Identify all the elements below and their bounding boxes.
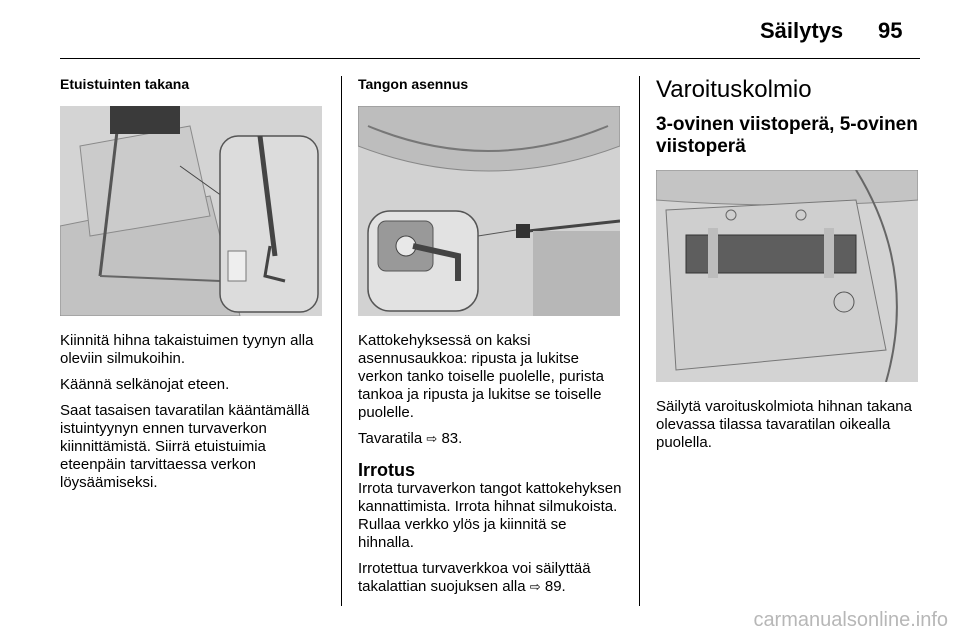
- column-divider-1: [341, 76, 342, 606]
- instruction-fold-backrests: Käännä selkänojat eteen.: [60, 376, 230, 393]
- instruction-flat-cargo: Saat tasaisen tavaratilan kääntämällä istuintyynyn ennen turvaverkon kiinnittämistä. Siirrä etuistuimia eteenpäin tarvittaessa verkon löysäämiseksi.: [60, 402, 310, 491]
- watermark: carmanualsonline.info: [753, 609, 948, 631]
- reference-arrow-icon: ⇨: [529, 579, 541, 594]
- instruction-attach-strap: Kiinnitä hihna takaistuimen tyynyn alla oleviin silmukoihin.: [60, 332, 314, 367]
- section-heading-rod-installation: Tangon asennus: [358, 76, 469, 92]
- column-seat-strap: [60, 76, 326, 500]
- instruction-store-net: Irrotettua turvaverkkoa voi säilyttää takalattian suojuksen alla ⇨ 89.: [358, 560, 591, 595]
- reference-arrow-icon: ⇨: [426, 431, 438, 446]
- illustration-rod-mount: [358, 106, 620, 316]
- instruction-remove-net: Irrota turvaverkon tangot kattokehyksen kannattimista. Irrota hihnat silmukoista. Rullaa verkko ylös ja kiinnitä se hihnalla.: [358, 480, 622, 551]
- section-heading-behind-front-seats: Etuistuinten takana: [60, 76, 190, 92]
- page-number: 95: [878, 18, 903, 43]
- illustration-warning-triangle-storage: [656, 170, 918, 382]
- section-title-warning-triangle: Varoituskolmio: [656, 76, 812, 103]
- column-warning-triangle: [656, 76, 922, 460]
- column-divider-2: [639, 76, 640, 606]
- illustration-seat-strap: [60, 106, 322, 316]
- reference-cargo-space: Tavaratila ⇨ 83.: [358, 430, 463, 447]
- instruction-install-rod: Kattokehyksessä on kaksi asennusaukkoa: ripusta ja lukitse verkon tanko toiselle puolelle, purista tankoa ja ripusta ja lukitse se toiselle puolelle.: [358, 332, 604, 421]
- column-rod-installation: [358, 76, 624, 604]
- instruction-store-triangle: Säilytä varoituskolmiota hihnan takana olevassa tilassa tavaratilan oikealla puolella.: [656, 398, 912, 451]
- page-title: Säilytys: [760, 18, 844, 43]
- section-heading-removal: Irrotus: [358, 460, 416, 480]
- header-divider: [60, 58, 920, 59]
- section-subheading-hatchback: 3-ovinen viistoperä, 5-ovinen viistoperä: [656, 114, 918, 157]
